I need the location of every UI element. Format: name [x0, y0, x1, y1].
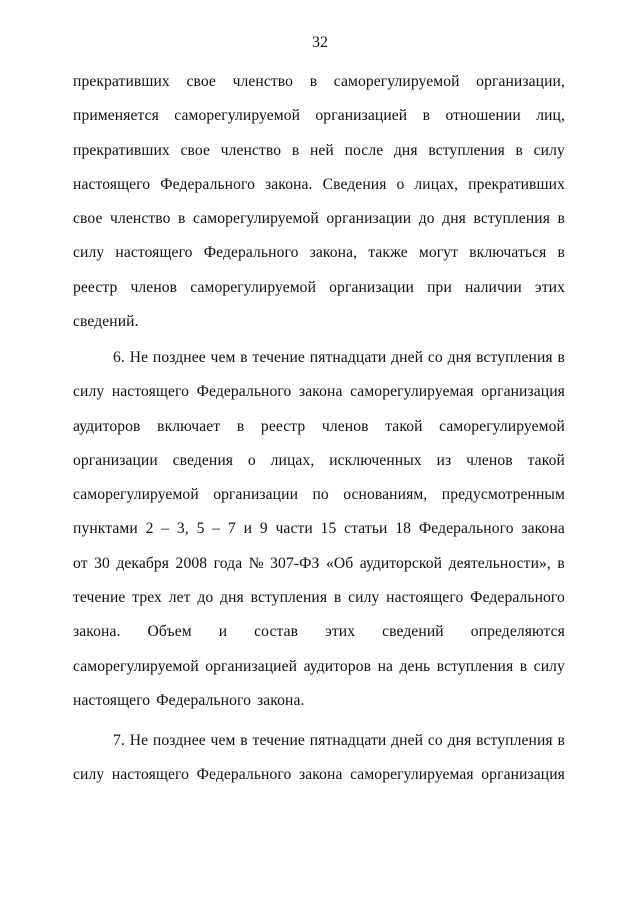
word: организацией	[205, 657, 298, 675]
word: также	[368, 244, 408, 262]
word: организации	[73, 451, 158, 469]
word: течение	[73, 589, 126, 607]
word: в	[422, 107, 431, 125]
word: 5	[196, 520, 205, 538]
word: сведения	[172, 451, 234, 469]
word: вступления	[476, 732, 553, 749]
word: саморегулируемой	[174, 107, 301, 125]
word: силу	[73, 766, 105, 784]
word: со	[427, 732, 443, 749]
word: в	[240, 349, 248, 366]
word: реестр	[73, 278, 118, 296]
word: силу	[533, 141, 565, 159]
word: саморегулируемой	[73, 486, 199, 504]
word: 7.	[113, 732, 125, 749]
word: Объем	[147, 623, 192, 641]
word: в	[557, 349, 565, 366]
word: закона.	[257, 691, 305, 709]
word: включаться	[469, 244, 547, 262]
word: вступления	[476, 349, 553, 366]
word: саморегулируемая	[350, 766, 474, 784]
word: ней	[309, 141, 334, 159]
text-line	[73, 106, 565, 126]
word: прекративших	[73, 73, 170, 90]
text-line	[73, 519, 565, 539]
word: после	[344, 141, 384, 159]
word: Сведения	[322, 175, 387, 193]
word: членов	[321, 417, 369, 435]
word: силу	[73, 383, 105, 401]
word: года	[213, 554, 243, 572]
word: в	[236, 417, 245, 435]
word: пятнадцати	[309, 732, 387, 749]
word: включает	[157, 417, 221, 435]
word: 2008	[175, 554, 208, 572]
text-line	[73, 382, 565, 402]
word: в	[557, 554, 565, 572]
word: Не	[129, 349, 149, 366]
word: позднее	[152, 349, 206, 366]
word: трех	[132, 589, 162, 607]
word: сведений	[382, 623, 444, 641]
word: этих	[534, 278, 565, 296]
text-line	[73, 765, 565, 785]
word: дня	[393, 141, 418, 159]
page-number: 32	[312, 34, 328, 51]
word: вступления	[250, 589, 328, 607]
word: Федерального	[156, 691, 251, 709]
text-line	[73, 209, 565, 229]
word: прекративших	[468, 175, 565, 193]
text-line	[73, 622, 565, 642]
text-line	[73, 485, 565, 505]
text-line	[73, 691, 565, 711]
word: членов	[130, 278, 178, 296]
word: закона,	[309, 244, 358, 262]
word: от	[73, 554, 88, 572]
word: до	[418, 210, 435, 228]
word: силу	[348, 589, 380, 607]
word: чем	[210, 349, 236, 366]
paragraph-7	[73, 731, 565, 800]
word: день	[399, 657, 431, 675]
word: Не	[129, 732, 149, 749]
text-line	[73, 554, 565, 574]
word: Федерального	[203, 244, 299, 262]
word: в	[557, 244, 565, 262]
word: организации	[213, 486, 299, 504]
word: лицах,	[270, 451, 315, 469]
word: свое	[180, 141, 210, 159]
word: до	[197, 589, 214, 607]
word: в	[557, 732, 565, 749]
word: 307-ФЗ	[270, 554, 320, 572]
word: пятнадцати	[309, 349, 387, 366]
word: аудиторов	[303, 657, 372, 675]
word: в	[333, 589, 342, 607]
word: пунктами	[73, 520, 138, 538]
word: в	[309, 73, 318, 90]
word: членство	[110, 210, 171, 228]
word: вступления	[436, 657, 514, 675]
word: при	[427, 278, 452, 296]
word: дней	[391, 732, 424, 749]
word: 7	[227, 520, 236, 538]
paragraph-6	[73, 348, 565, 725]
word: сведений.	[73, 313, 139, 331]
word: о	[247, 451, 256, 469]
word: силу	[73, 244, 105, 262]
word: предусмотренным	[441, 486, 565, 504]
word: закона	[298, 766, 343, 784]
word: –	[212, 520, 221, 538]
word: течение	[252, 732, 305, 749]
word: 9	[259, 520, 268, 538]
word: такой	[385, 417, 423, 435]
word: аудиторской	[359, 554, 443, 572]
word: такой	[527, 451, 565, 469]
word: дня	[442, 210, 466, 228]
word: и	[243, 520, 253, 538]
word: в	[557, 210, 565, 228]
word: статьи	[344, 520, 388, 538]
word: аудиторов	[73, 417, 141, 435]
text-line	[73, 72, 565, 92]
word: Федерального	[196, 383, 292, 401]
word: Федерального	[470, 589, 565, 607]
text-line	[73, 243, 565, 263]
text-line	[73, 175, 565, 195]
word: могут	[418, 244, 459, 262]
word: лет	[168, 589, 191, 607]
word: саморегулируемой	[333, 73, 460, 90]
text-line	[73, 141, 565, 161]
word: закона	[521, 520, 565, 538]
text-line	[73, 451, 565, 471]
word: отношении	[445, 107, 521, 125]
word: основаниям,	[343, 486, 428, 504]
word: организацией	[315, 107, 408, 125]
word: организации	[326, 210, 412, 228]
word: в	[178, 210, 186, 228]
word: силу	[533, 657, 565, 675]
word: части	[275, 520, 313, 538]
paragraph-1	[73, 72, 565, 346]
word: саморегулируемой	[439, 417, 565, 435]
word: деятельности»,	[448, 554, 551, 572]
text-line	[73, 657, 565, 677]
word: дня	[220, 589, 244, 607]
word: исключенных	[329, 451, 422, 469]
word: 3,	[176, 520, 189, 538]
word: наличии	[465, 278, 522, 296]
word: на	[377, 657, 394, 675]
word: закона	[298, 383, 343, 401]
word: прекративших	[73, 141, 170, 159]
word: настоящего	[111, 766, 190, 784]
word: реестр	[260, 417, 306, 435]
word: по	[312, 486, 329, 504]
word: Федерального	[196, 766, 292, 784]
word: №	[248, 554, 264, 572]
word: Федерального	[160, 175, 256, 193]
word: из	[436, 451, 452, 469]
word: вступления	[473, 210, 550, 228]
text-line	[73, 278, 565, 298]
word: свое	[73, 210, 103, 228]
word: закона.	[73, 623, 121, 641]
word: состав	[254, 623, 299, 641]
word: саморегулируемой	[190, 278, 317, 296]
text-line	[73, 731, 565, 751]
word: дня	[447, 732, 472, 749]
word: дня	[447, 349, 472, 366]
word: организация	[481, 766, 565, 784]
word: 18	[395, 520, 412, 538]
word: настоящего	[73, 175, 151, 193]
word: настоящего	[115, 244, 193, 262]
word: 6.	[113, 349, 125, 366]
word: закона.	[265, 175, 313, 193]
word: дней	[391, 349, 424, 366]
word: лицах,	[414, 175, 459, 193]
word: течение	[252, 349, 305, 366]
word: 30	[94, 554, 110, 572]
word: 2	[145, 520, 154, 538]
word: определяются	[470, 623, 565, 641]
word: настоящего	[73, 691, 151, 709]
word: саморегулируемой	[193, 210, 319, 228]
word: свое	[186, 73, 216, 90]
word: вступления	[428, 141, 505, 159]
word: 15	[320, 520, 337, 538]
word: саморегулируемая	[350, 383, 474, 401]
word: членов	[466, 451, 513, 469]
word: организации	[329, 278, 414, 296]
word: в	[240, 732, 248, 749]
word: членство	[232, 73, 294, 90]
word: настоящего	[386, 589, 464, 607]
word: организации,	[476, 73, 565, 90]
word: настоящего	[111, 383, 190, 401]
text-line	[73, 588, 565, 608]
word: в	[515, 141, 523, 159]
text-line	[73, 417, 565, 437]
word: в	[291, 141, 300, 159]
word: о	[396, 175, 405, 193]
word: применяется	[73, 107, 159, 125]
word: со	[427, 349, 443, 366]
word: лиц,	[536, 107, 565, 125]
word: декабря	[116, 554, 170, 572]
word: Федерального	[418, 520, 514, 538]
word: организация	[481, 383, 565, 401]
word: в	[519, 657, 528, 675]
text-line	[73, 348, 565, 368]
word: «Об	[325, 554, 354, 572]
word: –	[161, 520, 170, 538]
word: членство	[220, 141, 282, 159]
word: саморегулируемой	[73, 657, 199, 675]
word: этих	[325, 623, 356, 641]
word: и	[218, 623, 228, 641]
word: позднее	[152, 732, 206, 749]
word: чем	[210, 732, 236, 749]
text-line	[73, 312, 565, 332]
